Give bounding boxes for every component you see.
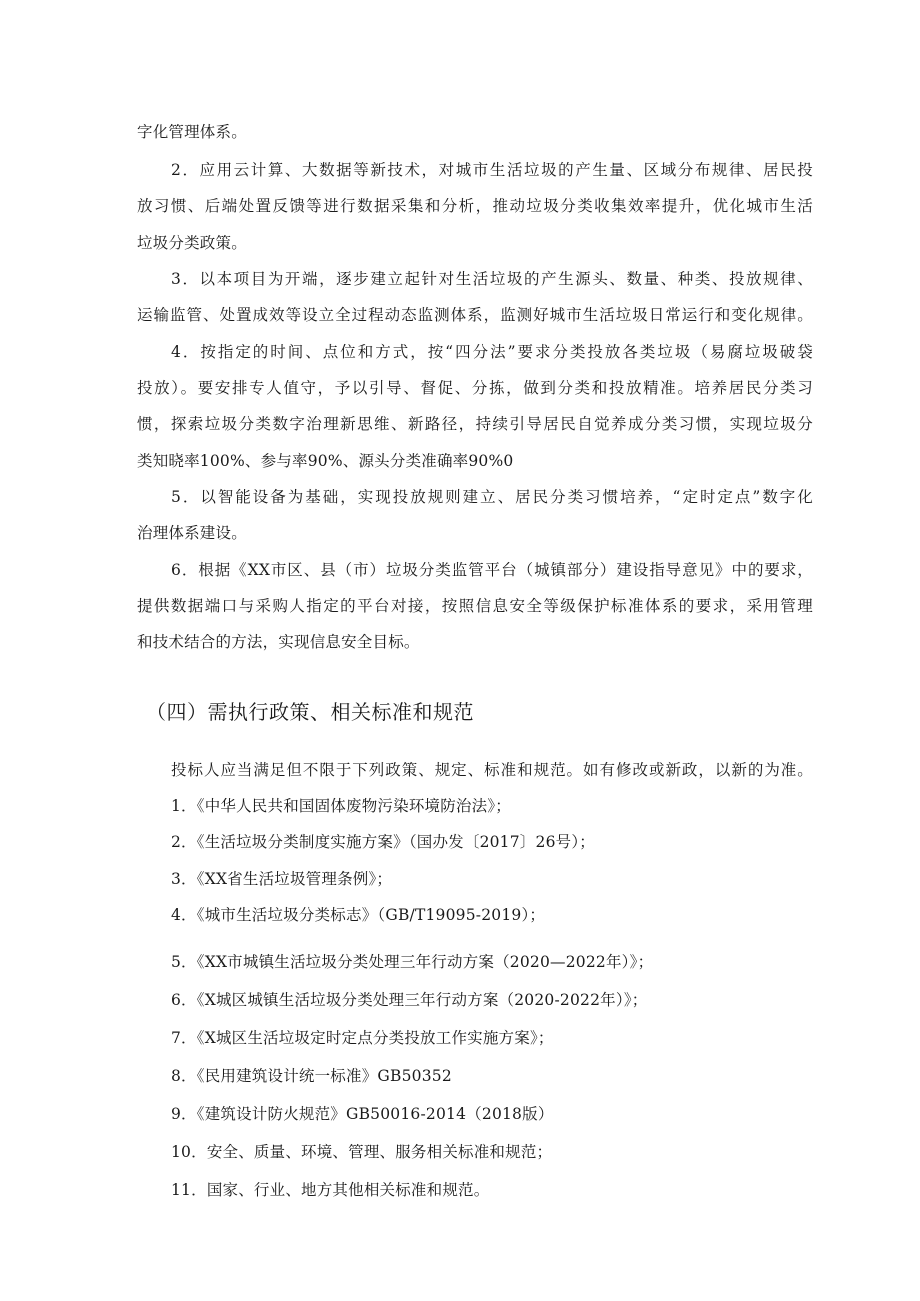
paragraph-line: 运输监管、处置成效等设立全过程动态监测体系，监测好城市生活垃圾日常运行和变化规律。 — [137, 306, 813, 324]
section-heading: （四）需执行政策、相关标准和规范 — [146, 700, 474, 724]
paragraph-line: 治理体系建设。 — [137, 524, 247, 542]
paragraph-line: 放习惯、后端处置反馈等进行数据采集和分析，推动垃圾分类收集效率提升，优化城市生活 — [137, 197, 813, 215]
list-item: 4．《城市生活垃圾分类标志》（GB/T19095-2019）； — [171, 906, 546, 924]
list-item: 11．国家、行业、地方其他相关标准和规范。 — [171, 1181, 490, 1199]
paragraph-line: 提供数据端口与采购人指定的平台对接，按照信息安全等级保护标准体系的要求，采用管理 — [137, 597, 813, 615]
section-intro: 投标人应当满足但不限于下列政策、规定、标准和规范。如有修改或新政，以新的为准。 — [171, 761, 813, 779]
list-item: 5．《XX市城镇生活垃圾分类处理三年行动方案（2020—2022年）》； — [171, 953, 654, 971]
paragraph-line: 2．应用云计算、大数据等新技术，对城市生活垃圾的产生量、区域分布规律、居民投 — [171, 161, 813, 179]
paragraph-line: 垃圾分类政策。 — [137, 234, 247, 252]
paragraph-line: 3．以本项目为开端，逐步建立起针对生活垃圾的产生源头、数量、种类、投放规律、 — [171, 270, 813, 288]
list-item: 10．安全、质量、环境、管理、服务相关标准和规范； — [171, 1143, 553, 1161]
paragraph-line: 字化管理体系。 — [137, 123, 247, 141]
list-item: 3．《XX省生活垃圾管理条例》； — [171, 870, 393, 888]
paragraph-line: 和技术结合的方法，实现信息安全目标。 — [137, 633, 420, 651]
list-item: 1．《中华人民共和国固体废物污染环境防治法》； — [171, 797, 511, 815]
list-item: 7．《X城区生活垃圾定时定点分类投放工作实施方案》； — [171, 1029, 554, 1047]
paragraph-line: 投放）。要安排专人值守，予以引导、督促、分拣，做到分类和投放精准。培养居民分类习 — [137, 379, 813, 397]
paragraph-line: 4．按指定的时间、点位和方式，按“四分法”要求分类投放各类垃圾（易腐垃圾破袋 — [171, 343, 813, 361]
list-item: 6．《X城区城镇生活垃圾分类处理三年行动方案（2020-2022年）》； — [171, 991, 648, 1009]
paragraph-line: 6．根据《XX市区、县（市）垃圾分类监管平台（城镇部分）建设指导意见》中的要求， — [171, 561, 813, 579]
list-item: 2．《生活垃圾分类制度实施方案》（国办发〔2017〕26号）； — [171, 833, 595, 851]
list-item: 8．《民用建筑设计统一标准》GB50352 — [171, 1067, 452, 1085]
paragraph-line: 惯，探索垃圾分类数字治理新思维、新路径，持续引导居民自觉养成分类习惯，实现垃圾分 — [137, 415, 813, 433]
paragraph-line: 类知晓率100%、参与率90%、源头分类准确率90%0 — [137, 452, 514, 470]
list-item: 9．《建筑设计防火规范》GB50016-2014（2018版） — [171, 1105, 554, 1123]
paragraph-line: 5．以智能设备为基础，实现投放规则建立、居民分类习惯培养，“定时定点”数字化 — [171, 488, 813, 506]
